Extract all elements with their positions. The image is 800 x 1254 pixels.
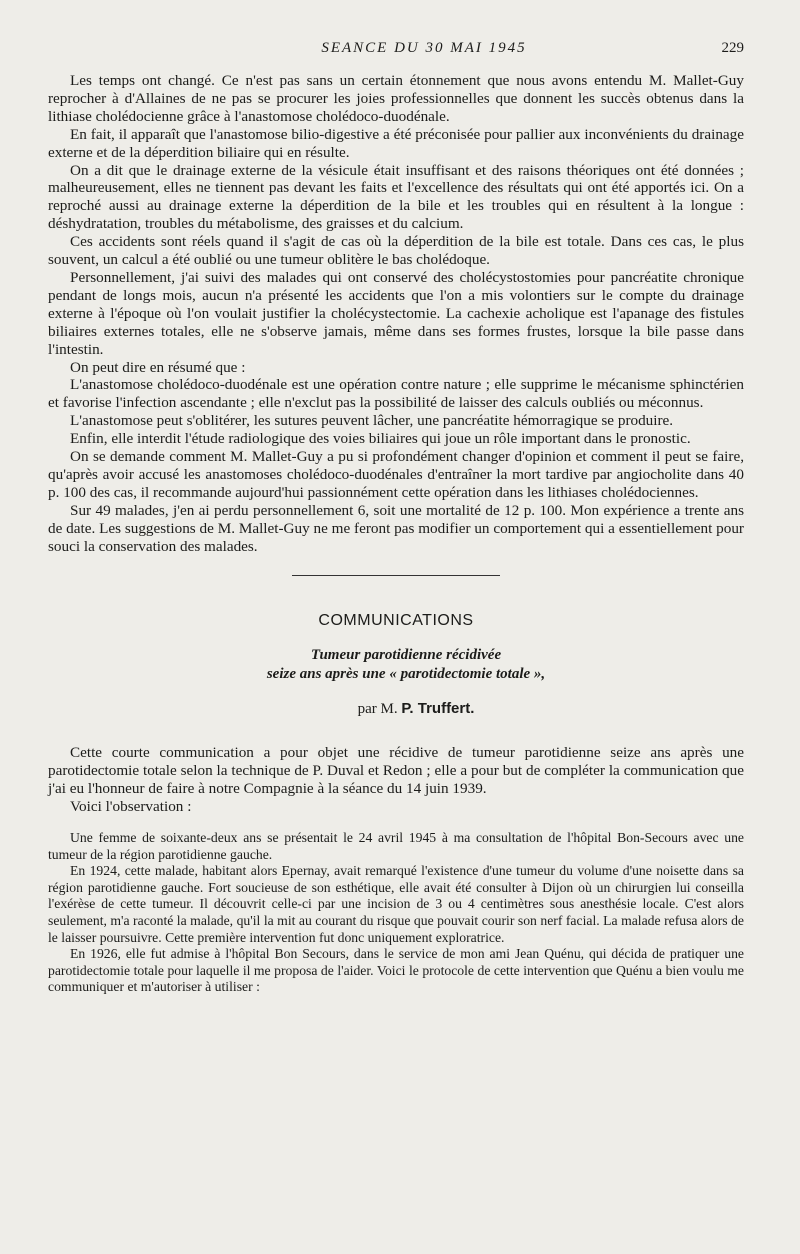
page-number: 229 bbox=[721, 40, 744, 56]
paragraph: En 1924, cette malade, habitant alors Epernay, avait remarqué l'existence d'une tumeur du volume d'une noisette dans sa région parotidienne gauche. Fort soucieuse de son esthétique, elle avait été consulter à Dijon où un chirurgien lui conseilla l'exérèse de cette tumeur. Il découvrit celle-ci par une incision de 3 ou 4 centimètres sous anesthésie locale. C'est alors seulement, m'a raconté la malade, qu'il la mit au courant du risque que pouvait courir son nerf facial. La malade refusa alors de le laisser poursuivre. Cette première intervention fut donc uniquement exploratrice. bbox=[48, 863, 744, 945]
paragraph: Ces accidents sont réels quand il s'agit de cas où la déperdition de la bile est totale. Dans ces cas, le plus souvent, un calcul a été oublié ou une tumeur oblitère le bas cholédoque. bbox=[48, 233, 744, 269]
paragraph: Voici l'observation : bbox=[70, 798, 192, 816]
paragraph: L'anastomose peut s'oblitérer, les sutures peuvent lâcher, une pancréatite hémorragique se produire. bbox=[70, 412, 674, 430]
page-body bbox=[48, 72, 744, 996]
paragraph: En fait, il apparaît que l'anastomose bilio-digestive a été préconisée pour pallier aux inconvénients du drainage externe et de la déperdition biliaire qui en résulte. bbox=[48, 125, 744, 161]
article-title-line: seize ans après une « parotidectomie totale », bbox=[266, 666, 546, 683]
author-prefix: par M. bbox=[357, 701, 398, 718]
paragraph: Personnellement, j'ai suivi des malades qui ont conservé des cholécystostomies pour pancréatite chronique pendant de longs mois, aucun n'a présenté les accidents que l'on a mis volontiers sur le compte du drainage externe à l'époque où l'on voulait justifier la cholécystectomie. La cachexie acholique est l'apanage des fistules biliaires externes totales, elle ne s'observe jamais, même dans ses formes frustes, lorsque la bile passe dans l'intestin. bbox=[48, 268, 744, 358]
paragraph: Les temps ont changé. Ce n'est pas sans un certain étonnement que nous avons entendu M. Mallet-Guy reprocher à d'Allaines de ne pas se procurer les joies professionnelles que donnent les succès obtenus dans la lithiase cholédocienne grâce à l'anastomose cholédoco-duodénale. bbox=[48, 72, 744, 125]
discussion-section bbox=[48, 72, 744, 555]
section-divider bbox=[292, 575, 500, 576]
paragraph: On a dit que le drainage externe de la vésicule était insuffisant et des raisons théoriques ont été données ; malheureusement, elles ne tiennent pas devant les faits et l'excellence des résultats qui ont été apportés ici. On a reproché aussi au drainage externe la déperdition de la bile et les troubles qui en résultent à la longue : déshydratation, troubles du métabolisme, des graisses et du calcium. bbox=[48, 161, 744, 233]
article-title-line: Tumeur parotidienne récidivée bbox=[310, 647, 502, 664]
running-title: SEANCE DU 30 MAI 1945 bbox=[321, 40, 527, 56]
paragraph: On se demande comment M. Mallet-Guy a pu si profondément changer d'opinion et comment il peut se faire, qu'après avoir accusé les anastomoses cholédoco-duodénales d'entraîner la mort tardive par angiocholite dans 40 p. 100 des cas, il recommande aujourd'hui passionnément cette opération dans les lithiases cholédociennes. bbox=[48, 448, 744, 501]
article-author bbox=[48, 700, 744, 718]
page-header bbox=[48, 40, 744, 64]
article-title bbox=[48, 646, 744, 684]
article-intro bbox=[48, 744, 744, 816]
paragraph: Enfin, elle interdit l'étude radiologique des voies biliaires qui joue un rôle important dans le pronostic. bbox=[70, 430, 691, 448]
section-heading: COMMUNICATIONS bbox=[318, 612, 474, 630]
author-name: P. Truffert. bbox=[401, 700, 475, 718]
paragraph: Sur 49 malades, j'en ai perdu personnellement 6, soit une mortalité de 12 p. 100. Mon expérience a trente ans de date. Les suggestions de M. Mallet-Guy ne me feront pas modifier un comportement qui a essentiellement pour souci la conservation des malades. bbox=[48, 501, 744, 555]
paragraph: Cette courte communication a pour objet une récidive de tumeur parotidienne seize ans après une parotidectomie totale selon la technique de P. Duval et Redon ; elle a pour but de compléter la communication que j'ai eu l'honneur de faire à notre Compagnie à la séance du 14 juin 1939. bbox=[48, 744, 744, 798]
paragraph: On peut dire en résumé que : bbox=[70, 358, 246, 376]
paragraph: En 1926, elle fut admise à l'hôpital Bon Secours, dans le service de mon ami Jean Quénu, qui décida de pratiquer une parotidectomie totale pour laquelle il me proposa de l'aider. Voici le protocole de cette intervention que Quénu a bien voulu me communiquer et m'autoriser à utiliser : bbox=[48, 946, 744, 995]
paragraph: Une femme de soixante-deux ans se présentait le 24 avril 1945 à ma consultation de l'hôpital Bon-Secours avec une tumeur de la région parotidienne gauche. bbox=[48, 830, 744, 862]
observation-text bbox=[48, 830, 744, 996]
paragraph: L'anastomose cholédoco-duodénale est une opération contre nature ; elle supprime le mécanisme sphinctérien et favorise l'infection ascendante ; elle n'exclut pas la possibilité de laisser des calculs oubliés ou méconnus. bbox=[48, 376, 744, 412]
